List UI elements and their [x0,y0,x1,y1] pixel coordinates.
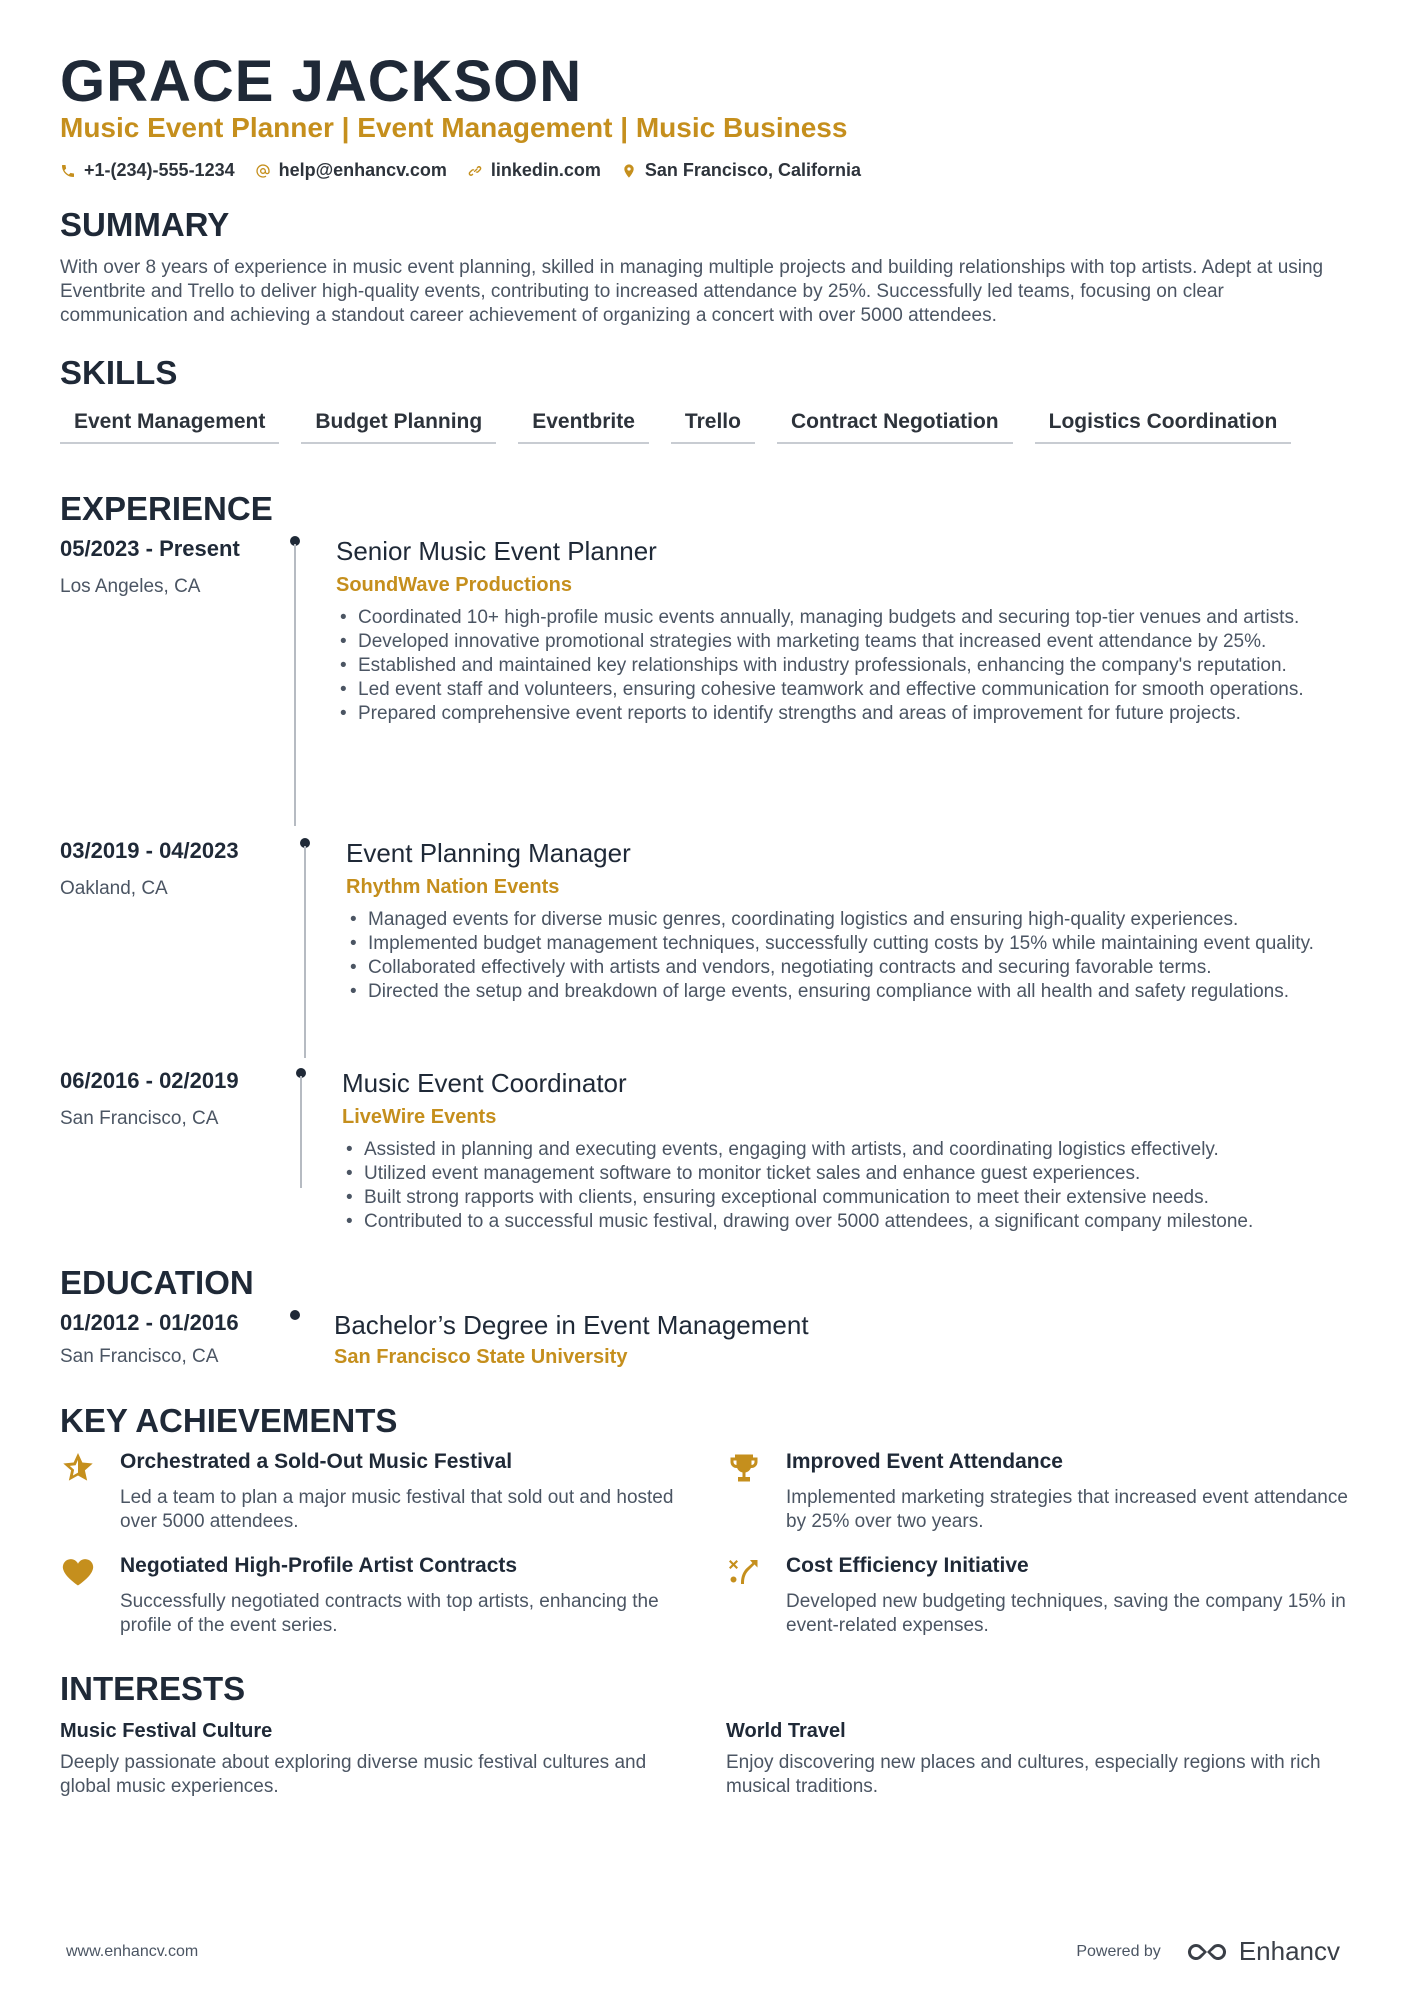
job-bullet: • Contributed to a successful music festival, drawing over 5000 attendees, a significant company milestone. [344,1210,1374,1234]
job-bullets [348,908,1368,1004]
contact-phone[interactable] [60,160,235,181]
achievement-desc: Developed new budgeting techniques, saving the company 15% in event-related expenses. [786,1591,1346,1636]
experience-entry [60,1068,1360,1268]
job-title: Music Event Coordinator [342,1068,627,1098]
job-location: San Francisco, CA [60,1108,219,1129]
phone-text: +1-(234)-555-1234 [84,160,235,180]
education-entry [60,1310,1360,1370]
job-bullets [338,606,1368,726]
footer-website[interactable]: www.enhancv.com [66,1943,199,1960]
contact-linkedin[interactable] [467,160,601,181]
powered-by-label: Powered by [1076,1942,1161,1960]
job-company: Rhythm Nation Events [346,876,560,898]
timeline-line [294,544,296,826]
interest-desc: Deeply passionate about exploring diverse music festival cultures and global music experiences. [60,1752,647,1797]
job-dates: 03/2019 - 04/2023 [60,838,239,863]
strategy-icon [726,1554,766,1590]
phone-icon [60,163,76,179]
education-degree: Bachelor’s Degree in Event Management [334,1310,809,1340]
heart-icon [60,1554,100,1590]
timeline-dot [290,1310,300,1320]
contact-location [621,160,861,181]
job-bullet: • Prepared comprehensive event reports to identify strengths and areas of improvement for future projects. [338,702,1368,726]
enhancv-logo-icon [1185,1940,1229,1964]
candidate-name: GRACE JACKSON [60,49,583,114]
interests-heading: INTERESTS [60,1670,246,1707]
interest-item [726,1720,1366,1799]
achievements-heading: KEY ACHIEVEMENTS [60,1402,398,1439]
skills-list [60,410,1303,444]
skill-tag: Contract Negotiation [777,410,1013,444]
job-bullet: • Led event staff and volunteers, ensuring cohesive teamwork and effective communication for smooth operations. [338,678,1368,702]
job-bullet: • Developed innovative promotional strategies with marketing teams that increased event attendance by 25%. [338,630,1368,654]
achievement-desc: Successfully negotiated contracts with top artists, enhancing the profile of the event series. [120,1591,659,1636]
location-text: San Francisco, California [644,160,861,180]
achievement-title: Cost Efficiency Initiative [786,1554,1029,1577]
job-bullet: • Coordinated 10+ high-profile music events annually, managing budgets and securing top-tier venues and artists. [338,606,1368,630]
job-bullet: • Built strong rapports with clients, ensuring exceptional communication to meet their extensive needs. [344,1186,1374,1210]
experience-entry [60,536,1360,826]
job-dates: 06/2016 - 02/2019 [60,1068,239,1093]
summary-heading: SUMMARY [60,206,230,243]
skill-tag: Budget Planning [301,410,496,444]
contact-email[interactable] [255,160,447,181]
achievement-title: Orchestrated a Sold-Out Music Festival [120,1450,513,1473]
timeline-line [300,1076,302,1188]
experience-entry [60,838,1360,1058]
linkedin-text: linkedin.com [490,160,601,180]
skill-tag: Logistics Coordination [1035,410,1292,444]
job-bullet: • Managed events for diverse music genres, coordinating logistics and ensuring high-quality experiences. [348,908,1368,932]
experience-heading: EXPERIENCE [60,490,273,527]
education-location: San Francisco, CA [60,1346,219,1367]
skills-heading: SKILLS [60,354,178,391]
achievement-desc: Led a team to plan a major music festival that sold out and hosted over 5000 attendees. [120,1487,674,1532]
job-bullet: • Utilized event management software to monitor ticket sales and enhance guest experiences. [344,1162,1374,1186]
job-title: Senior Music Event Planner [336,536,657,566]
location-pin-icon [621,163,637,179]
star-icon [60,1450,100,1486]
education-heading: EDUCATION [60,1264,254,1301]
achievement-desc: Implemented marketing strategies that increased event attendance by 25% over two years. [786,1487,1348,1532]
job-bullets [344,1138,1374,1234]
interest-title: World Travel [726,1720,846,1742]
interest-item [60,1720,700,1799]
job-bullet: • Established and maintained key relationships with industry professionals, enhancing the company's reputation. [338,654,1368,678]
candidate-subtitle: Music Event Planner | Event Management | Music Business [60,112,848,143]
job-company: SoundWave Productions [336,574,572,596]
trophy-icon [726,1450,766,1486]
timeline-line [304,846,306,1058]
job-title: Event Planning Manager [346,838,631,868]
job-dates: 05/2023 - Present [60,536,240,561]
achievement-title: Improved Event Attendance [786,1450,1063,1473]
at-icon [255,163,271,179]
interest-desc: Enjoy discovering new places and cultures, especially regions with rich musical traditions. [726,1752,1321,1797]
education-dates: 01/2012 - 01/2016 [60,1310,239,1335]
brand-name: Enhancv [1238,1936,1340,1966]
skill-tag: Eventbrite [518,410,649,444]
job-bullet: • Directed the setup and breakdown of large events, ensuring compliance with all health and safety regulations. [348,980,1368,1004]
summary-text: With over 8 years of experience in music event planning, skilled in managing multiple projects and building relationships with top artists. Adept at using Eventbrite and Trello to deliver high-quality events, contributing to increased attendance by 25%. Successfully led teams, focusing on clear communication and achieving a standout career achievement of organizing a concert with over 5000 attendees. [60,257,1324,326]
link-icon [467,163,483,179]
education-school: San Francisco State University [334,1346,628,1368]
job-bullet: • Assisted in planning and executing events, engaging with artists, and coordinating logistics effectively. [344,1138,1374,1162]
job-location: Oakland, CA [60,878,168,899]
job-company: LiveWire Events [342,1106,497,1128]
contact-bar [60,160,861,181]
footer-branding [1076,1936,1340,1967]
job-bullet: • Implemented budget management techniques, successfully cutting costs by 15% while maintaining event quality. [348,932,1368,956]
job-location: Los Angeles, CA [60,576,201,597]
brand-logo[interactable] [1185,1936,1340,1967]
achievement-title: Negotiated High-Profile Artist Contracts [120,1554,518,1577]
skill-tag: Event Management [60,410,279,444]
email-text: help@enhancv.com [278,160,447,180]
job-bullet: • Collaborated effectively with artists and vendors, negotiating contracts and securing favorable terms. [348,956,1368,980]
interest-title: Music Festival Culture [60,1720,273,1742]
skill-tag: Trello [671,410,755,444]
